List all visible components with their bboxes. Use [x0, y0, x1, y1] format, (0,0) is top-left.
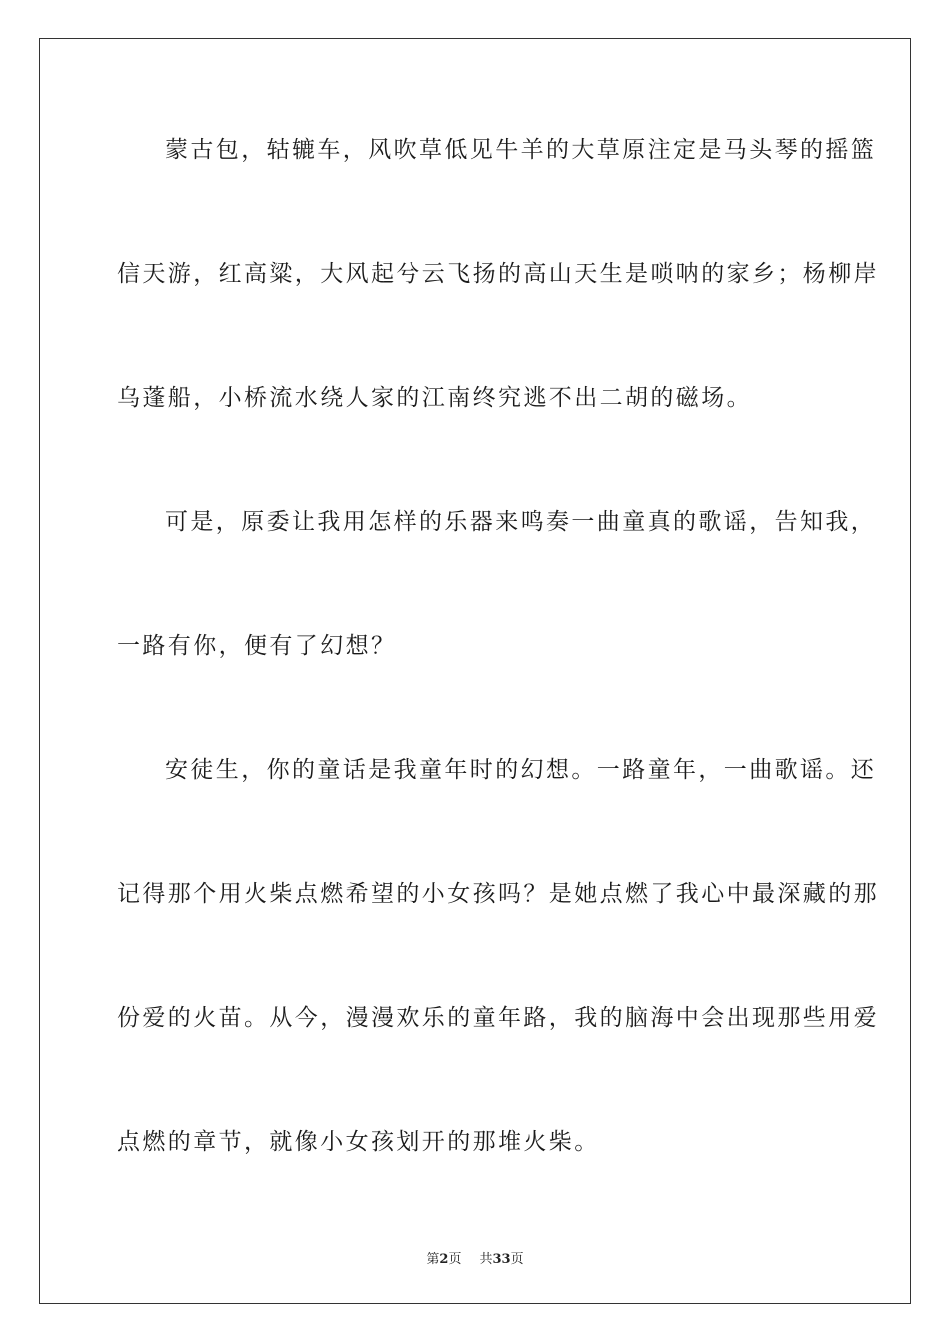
paragraph-1-line-2: 信天游，红高粱，大风起兮云飞扬的高山天生是唢呐的家乡；杨柳岸 — [117, 261, 879, 287]
paragraph-3-line-3: 份爱的火苗。从今，漫漫欢乐的童年路，我的脑海中会出现那些用爱 — [117, 1005, 879, 1031]
total-prefix: 共 — [479, 1252, 493, 1267]
paragraph-3-line-1: 安徒生，你的童话是我童年时的幻想。一路童年，一曲歌谣。还 — [165, 757, 877, 783]
paragraph-3-line-2: 记得那个用火柴点燃希望的小女孩吗？是她点燃了我心中最深藏的那 — [117, 881, 879, 907]
page-footer — [0, 1248, 950, 1267]
paragraph-1-line-3: 乌蓬船，小桥流水绕人家的江南终究逃不出二胡的磁场。 — [117, 385, 752, 411]
paragraph-2-line-1: 可是，原委让我用怎样的乐器来鸣奏一曲童真的歌谣，告知我， — [165, 509, 877, 535]
page-border — [39, 38, 911, 1304]
total-pages: 33 — [492, 1252, 511, 1267]
total-suffix: 页 — [510, 1252, 524, 1267]
page-suffix: 页 — [448, 1252, 462, 1267]
paragraph-2-line-2: 一路有你，便有了幻想？ — [117, 633, 397, 659]
page-prefix: 第 — [426, 1252, 440, 1267]
paragraph-3-line-4: 点燃的章节，就像小女孩划开的那堆火柴。 — [117, 1129, 600, 1155]
paragraph-1-line-1: 蒙古包，轱辘车，风吹草低见牛羊的大草原注定是马头琴的摇篮 — [165, 137, 877, 163]
page-number: 2 — [439, 1252, 449, 1267]
